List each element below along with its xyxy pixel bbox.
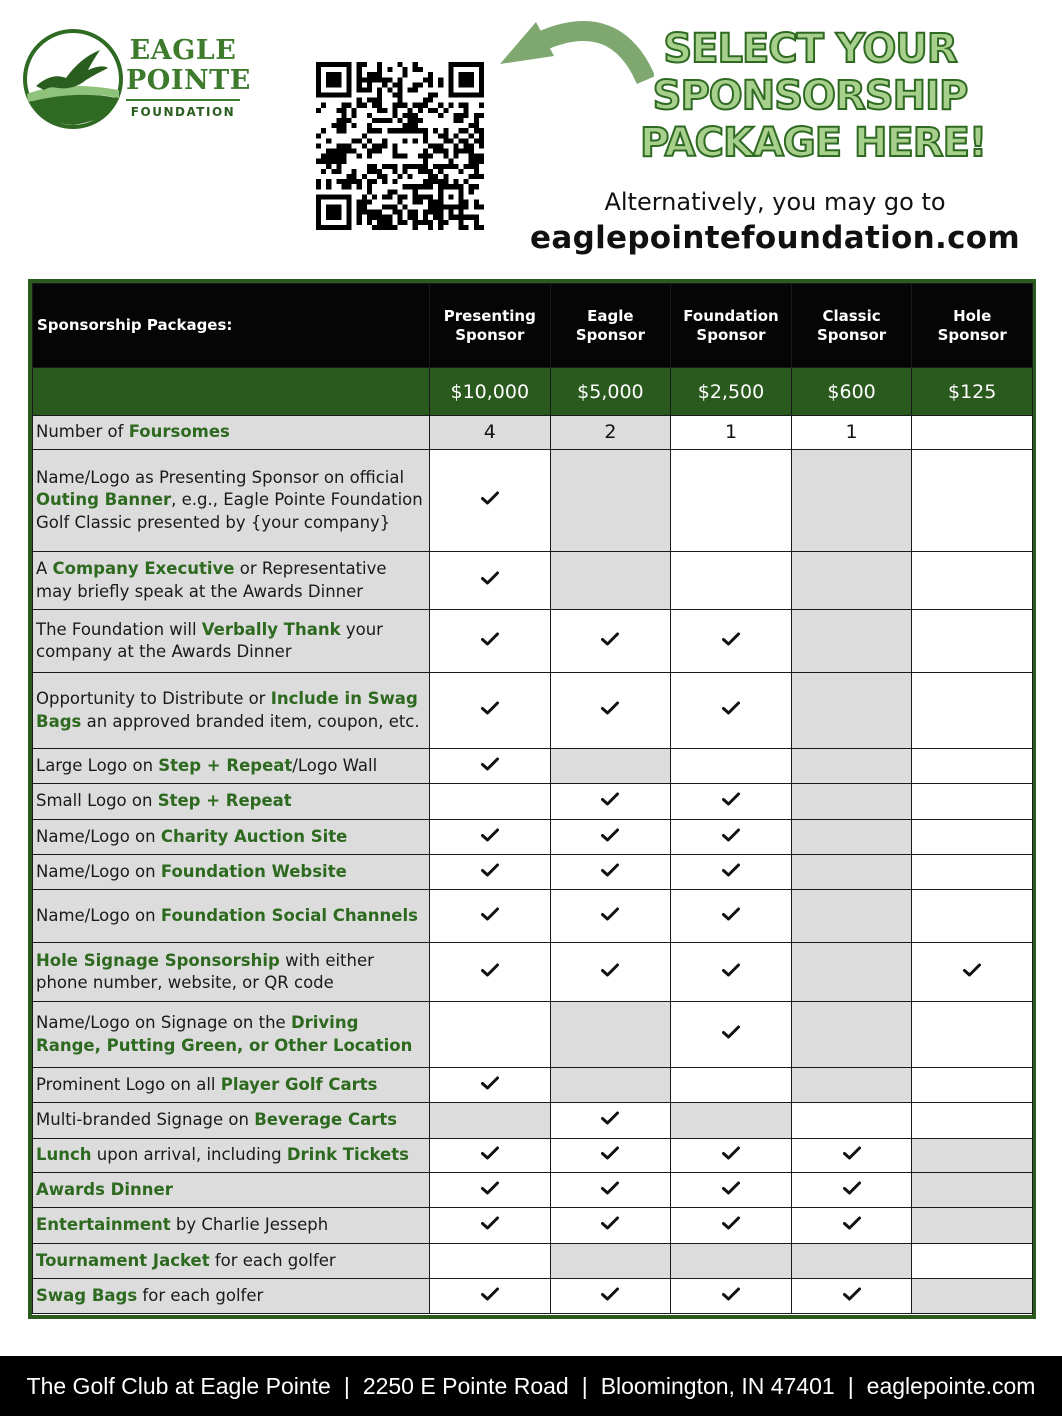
tier-cell: [671, 1208, 792, 1244]
tier-header: [671, 284, 792, 368]
feature-label: [33, 820, 430, 855]
feature-label: [33, 855, 430, 890]
checkmark-icon: [722, 1146, 740, 1160]
feature-label: [33, 673, 430, 749]
footer-separator: |: [581, 1372, 588, 1399]
tier-cell: [550, 610, 671, 673]
tier-cell: [550, 673, 671, 749]
checkmark-icon: [843, 1216, 861, 1230]
tier-name-line2: Sponsor: [817, 325, 887, 344]
tier-cell: [912, 749, 1033, 784]
tier-header: [791, 284, 912, 368]
tier-cell: [550, 749, 671, 784]
table-row: [33, 1068, 1033, 1103]
feature-highlight: Include in Swag Bags: [36, 689, 418, 731]
feature-highlight: Charity Auction Site: [160, 826, 348, 846]
sponsorship-table: [28, 279, 1036, 1319]
feature-text: upon arrival, including: [91, 1145, 287, 1165]
tier-cell: [671, 784, 792, 820]
feature-text: Name/Logo on: [36, 861, 161, 881]
feature-text: Small Logo on: [36, 791, 158, 811]
checkmark-icon: [722, 1025, 740, 1039]
tier-cell: [671, 749, 792, 784]
foursome-count: 1: [845, 420, 858, 443]
tier-cell: [912, 1173, 1033, 1208]
feature-text: , e.g., Eagle Pointe Foundation Golf Classic presented by {your company}: [36, 490, 423, 532]
checkmark-icon: [481, 828, 499, 842]
price-row-label: [33, 368, 430, 416]
feature-label: [33, 450, 430, 552]
logo-name-line3: FOUNDATION: [130, 105, 236, 119]
checkmark-icon: [481, 701, 499, 715]
eagle-flying-over-hill-icon: [22, 28, 124, 130]
tier-cell: [912, 416, 1033, 450]
tier-cell: [791, 610, 912, 673]
tier-cell: [550, 784, 671, 820]
feature-highlight: Entertainment: [36, 1215, 171, 1235]
packages-header: Sponsorship Packages:: [33, 284, 430, 368]
checkmark-icon: [722, 963, 740, 977]
tier-cell: [671, 1139, 792, 1173]
feature-text: or Representative may briefly speak at the Awards Dinner: [36, 559, 387, 601]
tier-cell: [791, 416, 912, 450]
tier-header-row: [33, 284, 1033, 368]
footer-item: The Golf Club at Eagle Pointe: [26, 1372, 331, 1399]
tier-cell: [671, 890, 792, 943]
feature-label: [33, 1068, 430, 1103]
table-row: [33, 450, 1033, 552]
tier-cell: [912, 1139, 1033, 1173]
feature-label: [33, 749, 430, 784]
tier-cell: [430, 610, 551, 673]
tier-cell: [430, 673, 551, 749]
tier-name-line1: Presenting: [443, 306, 536, 325]
tier-price: $600: [791, 368, 912, 416]
tier-cell: [550, 1002, 671, 1068]
tier-cell: [791, 890, 912, 943]
tier-name-line1: Classic: [822, 306, 881, 325]
feature-highlight: Step + Repeat: [158, 755, 293, 775]
tier-cell: [791, 784, 912, 820]
tier-price: $5,000: [550, 368, 671, 416]
foursome-count: 2: [604, 420, 617, 443]
footer-website-link[interactable]: eaglepointe.com: [866, 1372, 1036, 1399]
feature-text: The Foundation will: [36, 619, 202, 639]
feature-label: [33, 1244, 430, 1279]
tier-cell: [430, 1279, 551, 1314]
qr-code-icon[interactable]: [316, 62, 484, 230]
tier-cell: [430, 784, 551, 820]
checkmark-icon: [601, 907, 619, 921]
feature-text: Large Logo on: [36, 755, 159, 775]
feature-label: [33, 552, 430, 610]
table-row: [33, 943, 1033, 1002]
checkmark-icon: [722, 701, 740, 715]
feature-highlight: Foursomes: [128, 422, 230, 442]
tier-cell: [671, 820, 792, 855]
checkmark-icon: [481, 1216, 499, 1230]
feature-text: with either phone number, website, or QR code: [36, 950, 374, 992]
tier-cell: [912, 450, 1033, 552]
tier-cell: [912, 1244, 1033, 1279]
tier-cell: [550, 1173, 671, 1208]
checkmark-icon: [481, 863, 499, 877]
checkmark-icon: [963, 963, 981, 977]
footer-separator: |: [343, 1372, 350, 1399]
checkmark-icon: [843, 1181, 861, 1195]
logo-name-line2: POINTE: [126, 65, 251, 96]
checkmark-icon: [481, 632, 499, 646]
tier-cell: [430, 1208, 551, 1244]
select-package-headline: [640, 26, 987, 167]
checkmark-icon: [601, 792, 619, 806]
feature-highlight: Foundation Website: [160, 861, 347, 881]
feature-label: [33, 1279, 430, 1314]
feature-text: by Charlie Jesseph: [170, 1215, 329, 1235]
headline-line3: PACKAGE HERE!: [640, 120, 987, 166]
tier-cell: [791, 673, 912, 749]
feature-label: [33, 943, 430, 1002]
tier-cell: [550, 1103, 671, 1139]
feature-highlight: Step + Repeat: [157, 791, 292, 811]
feature-highlight: Player Golf Carts: [220, 1074, 378, 1094]
tier-name-line2: Sponsor: [575, 325, 645, 344]
feature-highlight: Drink Tickets: [286, 1145, 409, 1165]
tier-price: $2,500: [671, 368, 792, 416]
tier-name-line2: Sponsor: [696, 325, 766, 344]
checkmark-icon: [601, 963, 619, 977]
tier-header: [912, 284, 1033, 368]
tier-header: [550, 284, 671, 368]
tier-cell: [430, 749, 551, 784]
checkmark-icon: [481, 1181, 499, 1195]
table-row: [33, 1103, 1033, 1139]
tier-cell: [550, 1244, 671, 1279]
feature-text: Prominent Logo on all: [36, 1074, 221, 1094]
feature-highlight: Tournament Jacket: [36, 1250, 210, 1270]
feature-label: [33, 1208, 430, 1244]
tier-cell: [430, 1002, 551, 1068]
checkmark-icon: [481, 1146, 499, 1160]
tier-cell: [550, 1208, 671, 1244]
tier-cell: [791, 1139, 912, 1173]
tier-cell: [671, 1279, 792, 1314]
feature-label: [33, 890, 430, 943]
headline-line1: SELECT YOUR: [663, 26, 957, 72]
feature-text: for each golfer: [209, 1250, 336, 1270]
tier-cell: [912, 610, 1033, 673]
checkmark-icon: [722, 792, 740, 806]
tier-cell: [912, 943, 1033, 1002]
tier-cell: [550, 1068, 671, 1103]
feature-highlight: Foundation Social Channels: [160, 905, 418, 925]
tier-cell: [791, 1173, 912, 1208]
tier-cell: [430, 416, 551, 450]
tier-cell: [671, 552, 792, 610]
tier-cell: [430, 1068, 551, 1103]
feature-highlight: Verbally Thank: [201, 619, 341, 639]
checkmark-icon: [601, 1287, 619, 1301]
foursome-count: 4: [483, 420, 496, 443]
tier-cell: [430, 552, 551, 610]
tier-cell: [671, 416, 792, 450]
table-row: [33, 820, 1033, 855]
tier-cell: [912, 1103, 1033, 1139]
tier-cell: [430, 1173, 551, 1208]
checkmark-icon: [481, 571, 499, 585]
tier-cell: [550, 855, 671, 890]
feature-highlight: Awards Dinner: [36, 1179, 173, 1199]
checkmark-icon: [601, 701, 619, 715]
tier-cell: [671, 1244, 792, 1279]
feature-highlight: Beverage Carts: [254, 1110, 398, 1130]
table-row: [33, 890, 1033, 943]
feature-text: Name/Logo on: [36, 905, 161, 925]
checkmark-icon: [601, 1111, 619, 1125]
table-row: [33, 1173, 1033, 1208]
tier-cell: [550, 1139, 671, 1173]
checkmark-icon: [722, 1181, 740, 1195]
website-link[interactable]: eaglepointefoundation.com: [530, 220, 1020, 256]
price-row: [33, 368, 1033, 416]
feature-label: [33, 1103, 430, 1139]
tier-cell: [791, 1208, 912, 1244]
checkmark-icon: [722, 632, 740, 646]
checkmark-icon: [601, 632, 619, 646]
tier-cell: [912, 820, 1033, 855]
feature-label: [33, 1002, 430, 1068]
tier-cell: [671, 673, 792, 749]
tier-cell: [791, 450, 912, 552]
tier-price: $10,000: [430, 368, 551, 416]
table-row: [33, 610, 1033, 673]
tier-cell: [430, 943, 551, 1002]
tier-cell: [430, 890, 551, 943]
tier-cell: [671, 1103, 792, 1139]
checkmark-icon: [722, 828, 740, 842]
feature-text: your company at the Awards Dinner: [36, 619, 383, 661]
tier-cell: [430, 1244, 551, 1279]
tier-cell: [671, 855, 792, 890]
feature-text: A: [36, 559, 53, 578]
feature-highlight: Outing Banner: [36, 490, 172, 510]
tier-cell: [671, 1002, 792, 1068]
alternative-text: Alternatively, you may go to: [604, 188, 946, 216]
table-row: [33, 1244, 1033, 1279]
tier-cell: [912, 673, 1033, 749]
tier-cell: [550, 1279, 671, 1314]
feature-text: /Logo Wall: [292, 755, 378, 775]
tier-cell: [430, 1103, 551, 1139]
feature-text: Number of: [36, 422, 129, 442]
tier-cell: [550, 890, 671, 943]
foundation-logo: [22, 28, 251, 130]
headline-line2: SPONSORSHIP: [652, 73, 968, 119]
tier-cell: [550, 450, 671, 552]
tier-name-line1: Eagle: [587, 306, 634, 325]
tier-cell: [912, 1002, 1033, 1068]
checkmark-icon: [481, 1076, 499, 1090]
feature-text: for each golfer: [137, 1285, 264, 1305]
table-row: [33, 1139, 1033, 1173]
tier-header: [430, 284, 551, 368]
feature-label: [33, 1139, 430, 1173]
logo-divider: [126, 99, 240, 101]
table-row: [33, 416, 1033, 450]
table-row: [33, 784, 1033, 820]
tier-cell: [791, 943, 912, 1002]
footer-bar: [0, 1356, 1062, 1416]
tier-cell: [671, 610, 792, 673]
feature-highlight: Company Executive: [52, 559, 235, 578]
feature-highlight: Lunch: [36, 1145, 92, 1165]
checkmark-icon: [843, 1287, 861, 1301]
tier-price: $125: [912, 368, 1033, 416]
checkmark-icon: [601, 1216, 619, 1230]
footer-separator: |: [847, 1372, 854, 1399]
feature-text: Opportunity to Distribute or: [36, 689, 271, 708]
feature-label: [33, 610, 430, 673]
curved-arrow-left-icon: [496, 20, 654, 86]
checkmark-icon: [601, 863, 619, 877]
tier-cell: [912, 1208, 1033, 1244]
tier-cell: [791, 1068, 912, 1103]
tier-name-line2: Sponsor: [937, 325, 1007, 344]
feature-text: Multi-branded Signage on: [36, 1110, 255, 1130]
checkmark-icon: [481, 907, 499, 921]
tier-cell: [791, 552, 912, 610]
feature-label: [33, 416, 430, 450]
checkmark-icon: [722, 907, 740, 921]
footer-item: Bloomington, IN 47401: [600, 1372, 835, 1399]
logo-name-line1: EAGLE: [129, 35, 237, 66]
feature-highlight: Hole Signage Sponsorship: [36, 950, 280, 970]
tier-cell: [550, 943, 671, 1002]
tier-cell: [550, 416, 671, 450]
tier-cell: [430, 855, 551, 890]
tier-cell: [791, 1244, 912, 1279]
feature-text: an approved branded item, coupon, etc.: [81, 711, 420, 731]
tier-name-line1: Hole: [953, 306, 992, 325]
checkmark-icon: [722, 1216, 740, 1230]
table-row: [33, 749, 1033, 784]
tier-cell: [430, 820, 551, 855]
checkmark-icon: [601, 828, 619, 842]
footer-item: 2250 E Pointe Road: [362, 1372, 569, 1399]
tier-cell: [791, 1279, 912, 1314]
feature-text: Name/Logo as Presenting Sponsor on official: [36, 467, 405, 487]
table-row: [33, 552, 1033, 610]
feature-label: [33, 1173, 430, 1208]
tier-cell: [791, 820, 912, 855]
feature-text: Name/Logo on Signage on the: [36, 1013, 291, 1032]
feature-label: [33, 784, 430, 820]
tier-cell: [912, 784, 1033, 820]
tier-cell: [550, 820, 671, 855]
tier-cell: [791, 1002, 912, 1068]
table-row: [33, 855, 1033, 890]
checkmark-icon: [722, 863, 740, 877]
checkmark-icon: [481, 963, 499, 977]
tier-cell: [791, 749, 912, 784]
table-row: [33, 1002, 1033, 1068]
table-row: [33, 673, 1033, 749]
checkmark-icon: [601, 1146, 619, 1160]
tier-cell: [671, 943, 792, 1002]
tier-cell: [550, 552, 671, 610]
checkmark-icon: [843, 1146, 861, 1160]
tier-cell: [912, 890, 1033, 943]
tier-name-line2: Sponsor: [455, 325, 525, 344]
tier-cell: [430, 1139, 551, 1173]
tier-cell: [671, 450, 792, 552]
tier-cell: [791, 855, 912, 890]
tier-cell: [671, 1173, 792, 1208]
foursome-count: 1: [724, 420, 738, 443]
tier-cell: [912, 855, 1033, 890]
feature-highlight: Driving Range, Putting Green, or Other Location: [36, 1013, 413, 1055]
checkmark-icon: [481, 757, 499, 771]
table-row: [33, 1279, 1033, 1314]
tier-name-line1: Foundation: [683, 306, 779, 325]
tier-cell: [912, 1068, 1033, 1103]
tier-cell: [791, 1103, 912, 1139]
tier-cell: [912, 1279, 1033, 1314]
tier-cell: [671, 1068, 792, 1103]
feature-text: Name/Logo on: [36, 826, 161, 846]
checkmark-icon: [722, 1287, 740, 1301]
checkmark-icon: [481, 1287, 499, 1301]
tier-cell: [430, 450, 551, 552]
table-row: [33, 1208, 1033, 1244]
checkmark-icon: [601, 1181, 619, 1195]
checkmark-icon: [481, 491, 499, 505]
feature-highlight: Swag Bags: [36, 1285, 138, 1305]
tier-cell: [912, 552, 1033, 610]
